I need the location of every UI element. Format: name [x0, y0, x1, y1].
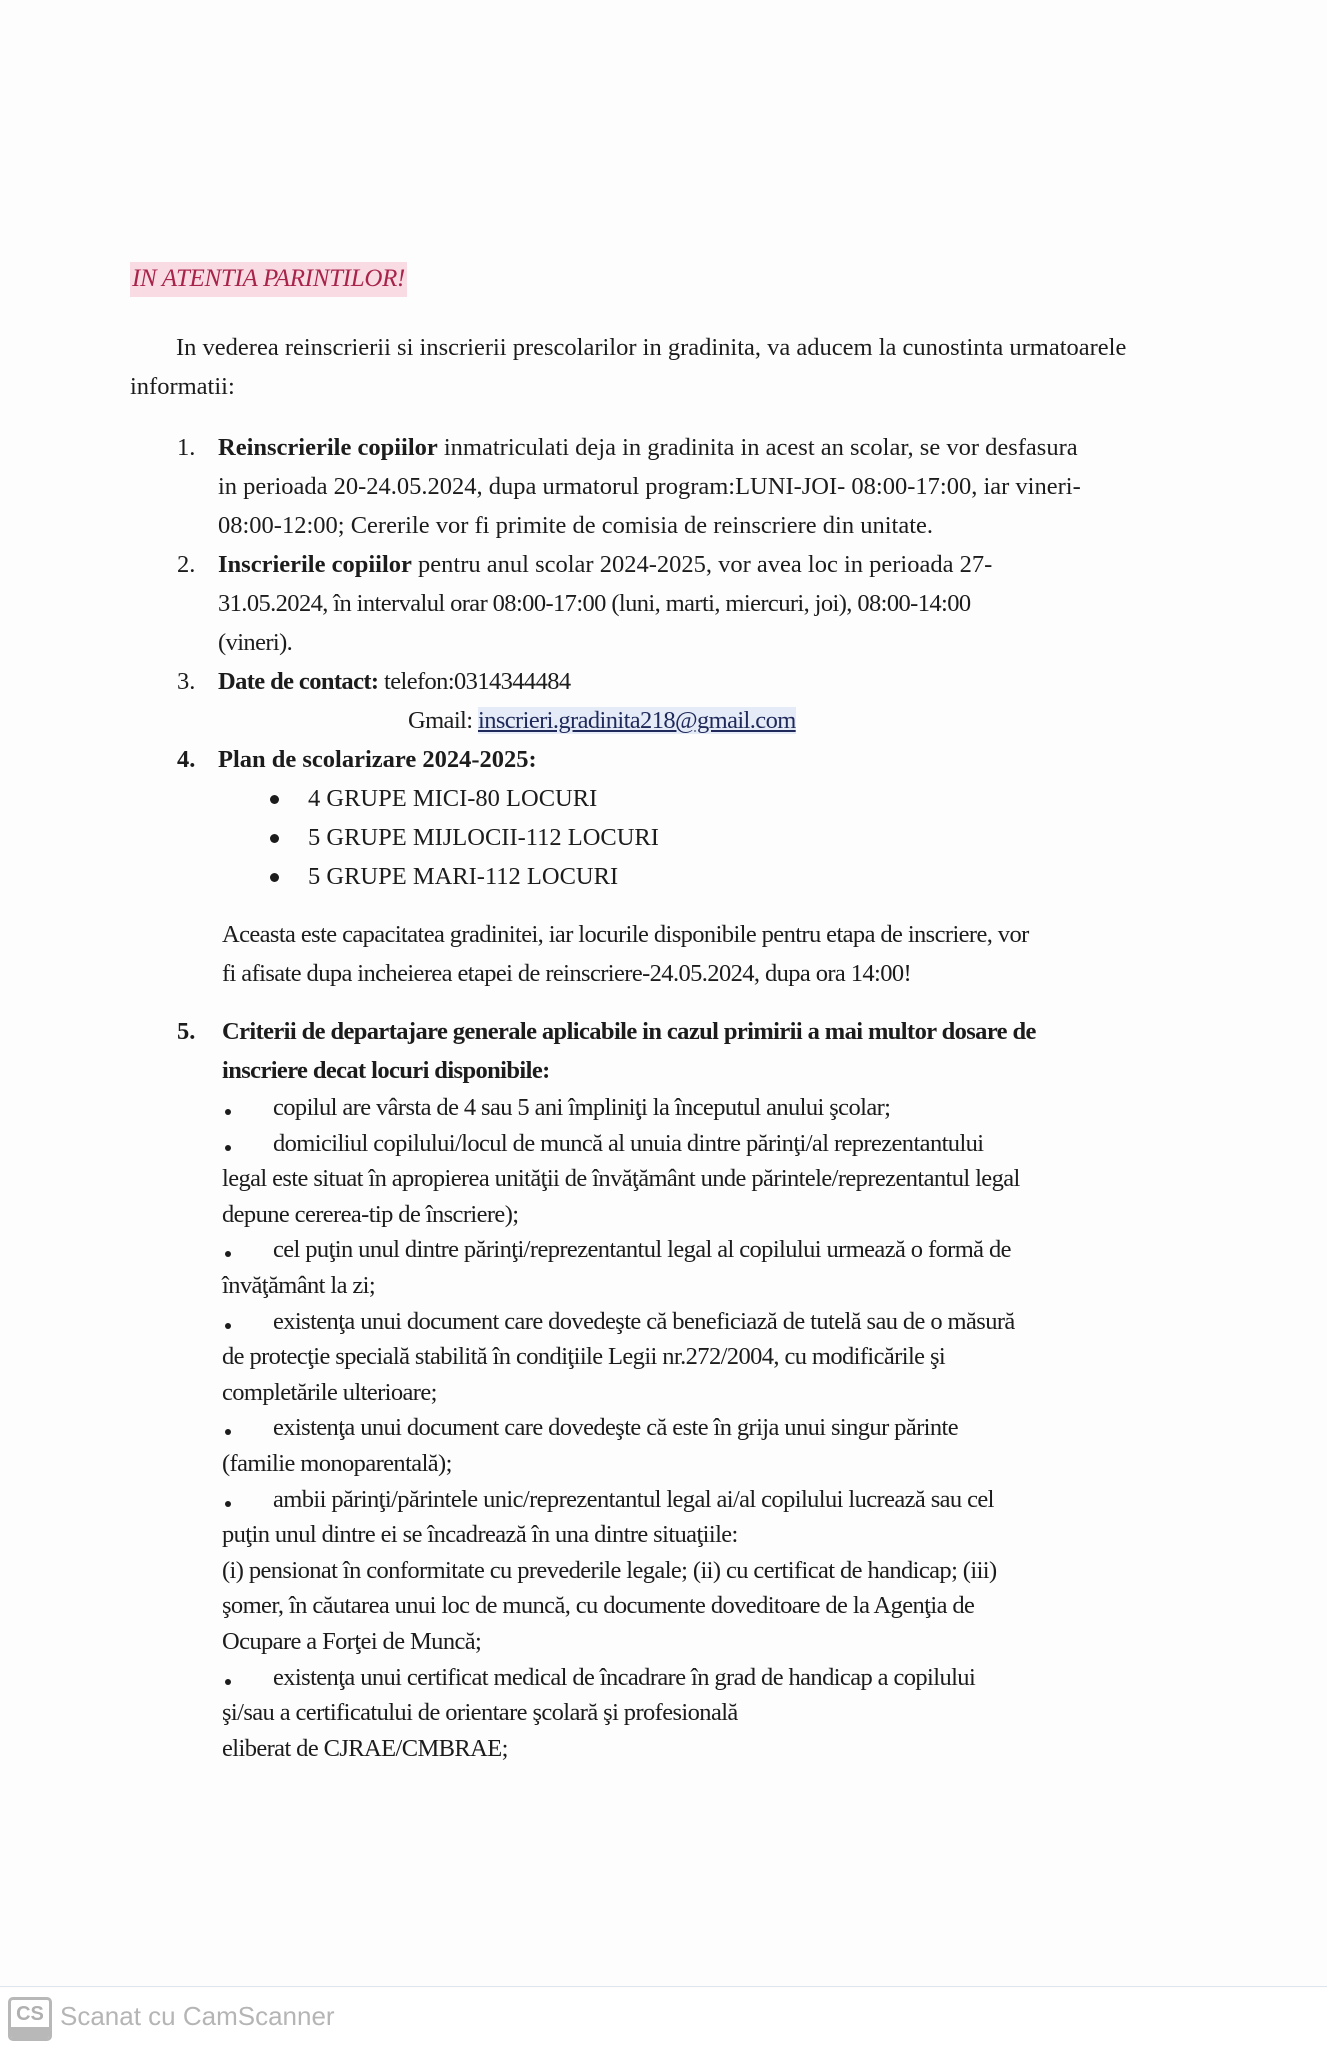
criteria-line: domiciliul copilului/locul de muncă al unuia dintre părinţi/al reprezentantului — [273, 1129, 984, 1157]
bullet-icon — [225, 1323, 231, 1329]
bullet-icon — [225, 1145, 231, 1151]
criteria-line: (i) pensionat în conformitate cu prevederile legale; (ii) cu certificat de handicap; (iii) — [222, 1556, 997, 1584]
plan-heading: Plan de scolarizare 2024-2025: — [218, 746, 537, 773]
intro-line-2: urmatoarele informatii: — [130, 334, 1127, 400]
criteria-line: existenţa unui document care dovedeşte că beneficiază de tutelă sau de o măsură — [273, 1307, 1015, 1335]
group-item: 4 GRUPE MICI-80 LOCURI — [308, 785, 598, 812]
item-1-line-2: in perioada 20-24.05.2024, dupa urmatorul program:LUNI-JOI- 08:00-17:00, iar vineri- — [218, 473, 1081, 500]
camscanner-footer — [8, 1995, 335, 2043]
criteria-line: existenţa unui certificat medical de încadrare în grad de handicap a copilului — [273, 1663, 976, 1691]
bullet-icon — [225, 1679, 231, 1685]
item-2-bold: Inscrierile copiilor — [218, 551, 412, 578]
footer-watermark-text: Scanat cu CamScanner — [60, 2000, 335, 2031]
criteria-line: (familie monoparentală); — [222, 1450, 452, 1477]
item-2-line-1: Inscrierile copiilor pentru anul scolar 2024-2025, vor avea loc in perioada 27- — [218, 551, 993, 578]
bullet-icon — [270, 795, 279, 804]
item-number: 4. — [177, 746, 196, 773]
criteria-line: de protecţie specială stabilită în condiţiile Legii nr.272/2004, cu modificările şi — [222, 1343, 946, 1371]
group-item: 5 GRUPE MIJLOCII-112 LOCURI — [308, 824, 659, 851]
bullet-icon — [270, 873, 279, 882]
item-number: 5. — [177, 1018, 196, 1045]
item-number: 1. — [177, 434, 196, 461]
criteria-line: şomer, în căutarea unui loc de muncă, cu documente doveditoare de la Agenţia de — [222, 1592, 975, 1620]
criteria-line: şi/sau a certificatului de orientare şcolară şi profesională — [222, 1699, 738, 1727]
criteria-line: depune cererea-tip de înscriere); — [222, 1200, 519, 1228]
bullet-icon — [270, 834, 279, 843]
contact-phone-line — [218, 662, 571, 701]
criteria-heading-line-2: inscriere decat locuri disponibile: — [222, 1057, 550, 1084]
bullet-icon — [225, 1429, 231, 1435]
footer-divider — [0, 1986, 1327, 1987]
criteria-line: existenţa unui document care dovedeşte că este în grija unui singur părinte — [273, 1414, 958, 1442]
criteria-line: învăţământ la zi; — [222, 1272, 376, 1299]
item-number: 3. — [177, 668, 196, 695]
intro-line-1: In vederea reinscrierii si inscrierii prescolarilor in gradinita, va aducem la cunostinta — [176, 334, 1004, 361]
capacity-note-line-1: Aceasta este capacitatea gradinitei, iar locurile disponibile pentru etapa de inscriere, vor — [222, 921, 1029, 948]
intro-paragraph — [130, 328, 1190, 406]
item-2-line-2: 31.05.2024, în intervalul orar 08:00-17:00 (luni, marti, miercuri, joi), 08:00-14:00 — [218, 590, 971, 617]
group-item: 5 GRUPE MARI-112 LOCURI — [308, 863, 619, 890]
phone-text: telefon:0314344484 — [378, 668, 571, 695]
criteria-line: ambii părinţi/părintele unic/reprezentantul legal ai/al copilului lucrează sau cel — [273, 1485, 994, 1513]
criteria-line: puţin unul dintre ei se încadrează în una dintre situaţiile: — [222, 1521, 738, 1549]
contact-email-line — [408, 701, 796, 740]
bullet-icon — [225, 1251, 231, 1257]
item-number: 2. — [177, 551, 196, 578]
criteria-heading-line-1: Criterii de departajare generale aplicabile in cazul primirii a mai multor dosare de — [222, 1018, 1036, 1045]
criteria-line: legal este situat în apropierea unităţii de învăţământ unde părintele/reprezentantul legal — [222, 1165, 1020, 1193]
item-1-bold: Reinscrierile copiilor — [218, 434, 438, 461]
criteria-line: cel puţin unul dintre părinţi/reprezentantul legal al copilului urmează o formă de — [273, 1236, 1011, 1264]
bullet-icon — [225, 1501, 231, 1507]
email-link[interactable]: inscrieri.gradinita218@gmail.com — [477, 707, 796, 734]
camscanner-logo-icon: CS — [8, 1997, 52, 2041]
bullet-icon — [225, 1109, 231, 1115]
capacity-note-line-2: fi afisate dupa incheierea etapei de reinscriere-24.05.2024, dupa ora 14:00! — [222, 960, 912, 987]
criteria-line: completările ulterioare; — [222, 1378, 437, 1406]
email-label: Gmail: — [408, 707, 478, 734]
criteria-line: copilul are vârsta de 4 sau 5 ani împliniţi la începutul anului şcolar; — [273, 1094, 891, 1121]
item-1-line-1: Reinscrierile copiilor inmatriculati deja in gradinita in acest an scolar, se vor desfasura — [218, 434, 1078, 461]
contact-label: Date de contact: — [218, 668, 379, 695]
criteria-line: eliberat de CJRAE/CMBRAE; — [222, 1734, 508, 1762]
item-2-line-3: (vineri). — [218, 629, 293, 656]
item-1-line-3: 08:00-12:00; Cererile vor fi primite de comisia de reinscriere din unitate. — [218, 512, 934, 539]
criteria-line: Ocupare a Forţei de Muncă; — [222, 1628, 482, 1655]
document-title: IN ATENTIA PARINTILOR! — [130, 262, 407, 297]
